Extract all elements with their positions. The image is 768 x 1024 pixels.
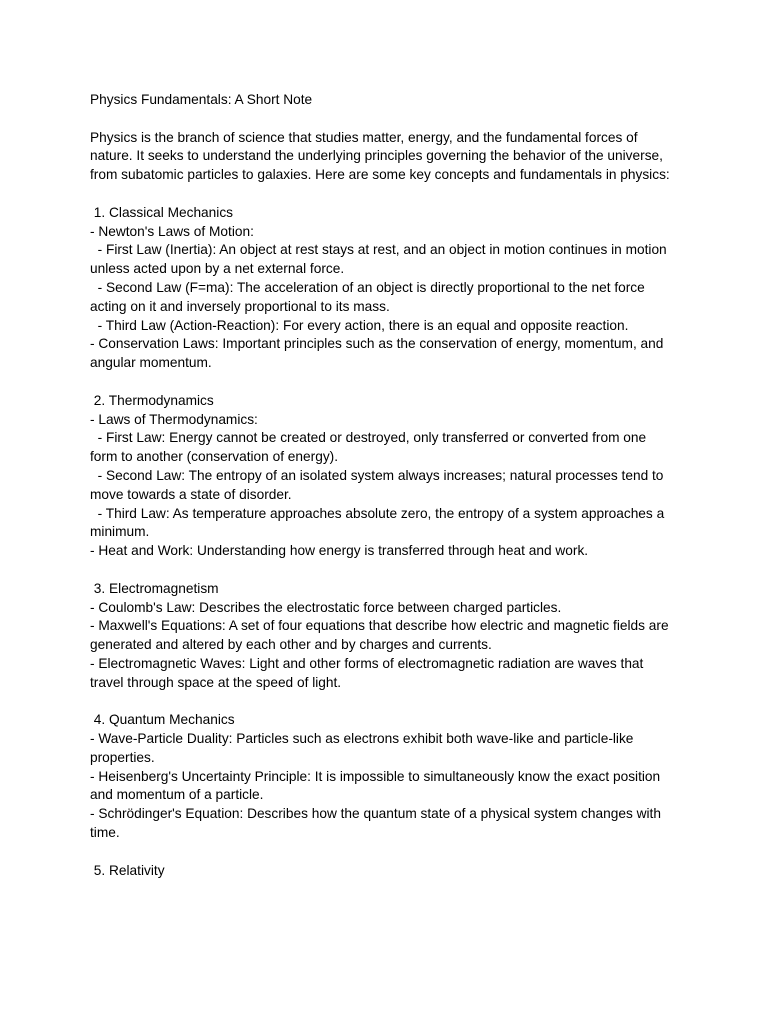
section-line: - Third Law (Action-Reaction): For every action, there is an equal and opposite reaction. (90, 317, 629, 333)
intro-line: from subatomic particles to galaxies. Here are some key concepts and fundamentals in physics: (90, 167, 670, 183)
section-line: - Schrödinger's Equation: Describes how the quantum state of a physical system changes with (90, 806, 661, 822)
spacer (90, 373, 690, 392)
intro-line: nature. It seeks to understand the underlying principles governing the behavior of the universe, (90, 148, 663, 164)
section-line: - First Law (Inertia): An object at rest stays at rest, and an object in motion continues in motion (90, 242, 667, 258)
section-line: properties. (90, 749, 155, 765)
section-quantum-mechanics (90, 711, 690, 843)
section-line: - Second Law (F=ma): The acceleration of an object is directly proportional to the net force (90, 279, 645, 295)
document-title: Physics Fundamentals: A Short Note (90, 92, 313, 107)
spacer (90, 843, 690, 862)
section-line: move towards a state of disorder. (90, 486, 292, 502)
intro-line: Physics is the branch of science that studies matter, energy, and the fundamental forces of (90, 129, 638, 145)
section-heading: 4. Quantum Mechanics (90, 712, 235, 728)
section-line: - Third Law: As temperature approaches absolute zero, the entropy of a system approaches a (90, 505, 665, 521)
section-line: unless acted upon by a net external force. (90, 261, 345, 277)
section-heading: 3. Electromagnetism (90, 580, 219, 596)
section-line: - Conservation Laws: Important principles such as the conservation of energy, momentum, and (90, 336, 664, 352)
section-classical-mechanics (90, 204, 690, 373)
section-line: - Electromagnetic Waves: Light and other forms of electromagnetic radiation are waves that (90, 655, 644, 671)
spacer (90, 561, 690, 580)
section-line: minimum. (90, 524, 150, 540)
section-line: - Heat and Work: Understanding how energy is transferred through heat and work. (90, 543, 589, 559)
section-heading: 5. Relativity (90, 862, 165, 878)
section-line: time. (90, 825, 120, 841)
section-line: - Heisenberg's Uncertainty Principle: It is impossible to simultaneously know the exact position (90, 768, 661, 784)
section-line: travel through space at the speed of light. (90, 674, 342, 690)
spacer (90, 110, 690, 129)
section-line: - Newton's Laws of Motion: (90, 223, 254, 239)
section-line: - First Law: Energy cannot be created or destroyed, only transferred or converted from one (90, 430, 647, 446)
section-heading: 2. Thermodynamics (90, 392, 214, 408)
section-relativity (90, 862, 690, 881)
section-line: - Laws of Thermodynamics: (90, 411, 258, 427)
section-thermodynamics (90, 392, 690, 561)
section-line: generated and altered by each other and by charges and currents. (90, 637, 492, 653)
section-line: and momentum of a particle. (90, 787, 264, 803)
section-line: form to another (conservation of energy). (90, 449, 339, 465)
spacer (90, 693, 690, 712)
section-line: - Second Law: The entropy of an isolated system always increases; natural processes tend to (90, 467, 664, 483)
section-line: angular momentum. (90, 355, 212, 371)
section-heading: 1. Classical Mechanics (90, 204, 234, 220)
section-electromagnetism (90, 580, 690, 693)
intro-paragraph (90, 129, 690, 185)
spacer (90, 185, 690, 204)
section-line: acting on it and inversely proportional to its mass. (90, 298, 390, 314)
section-line: - Coulomb's Law: Describes the electrostatic force between charged particles. (90, 599, 562, 615)
section-line: - Wave-Particle Duality: Particles such as electrons exhibit both wave-like and particle-like (90, 731, 634, 747)
section-line: - Maxwell's Equations: A set of four equations that describe how electric and magnetic fields are (90, 618, 669, 634)
document-page (90, 91, 690, 880)
